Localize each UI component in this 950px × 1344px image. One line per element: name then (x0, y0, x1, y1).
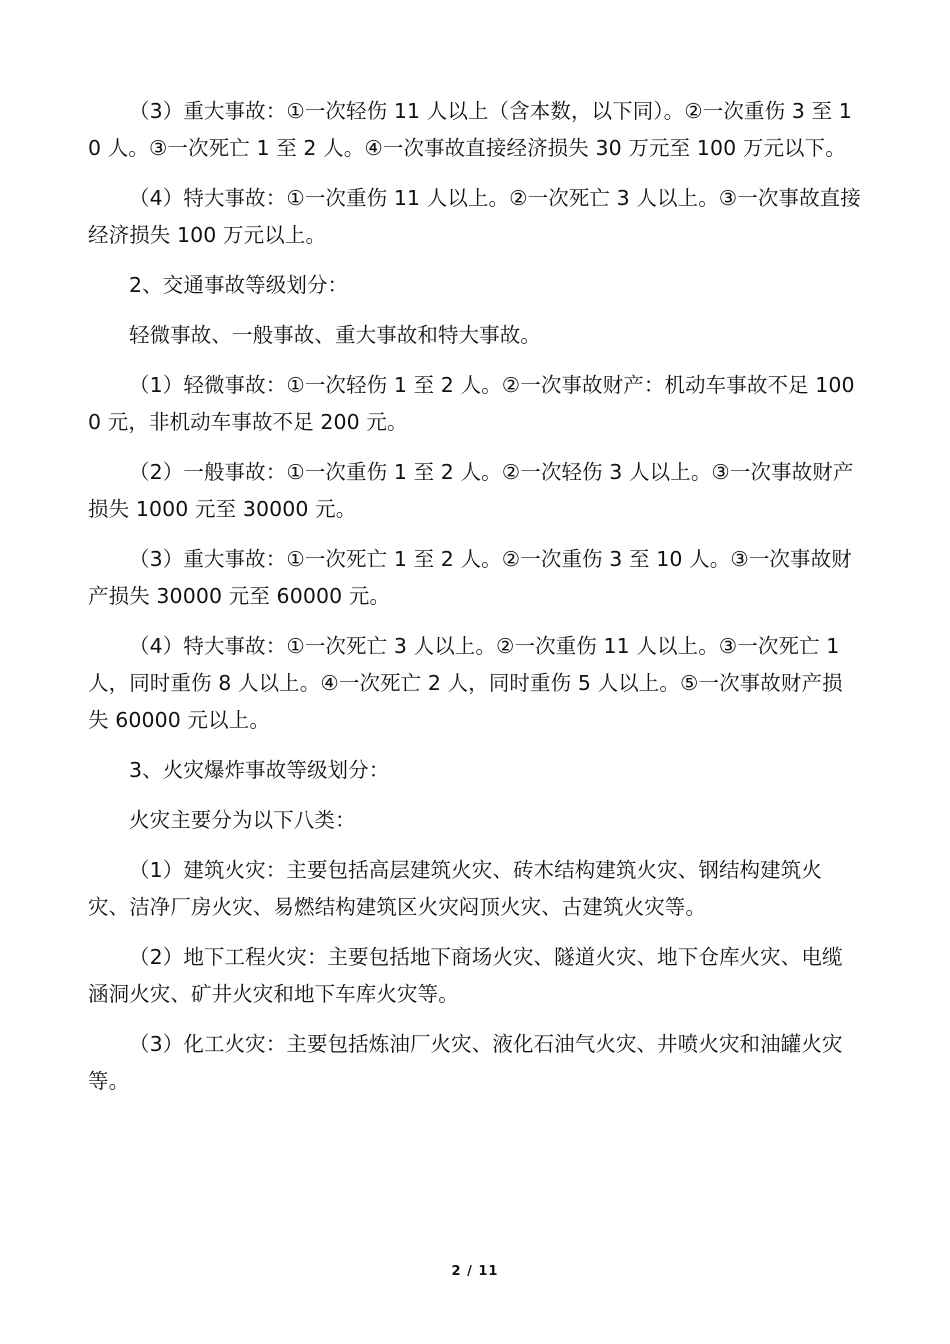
section-heading: 3、火灾爆炸事故等级划分： (129, 758, 390, 782)
paragraph: （4）特大事故：①一次死亡 3 人以上。②一次重伤 11 人以上。③一次死亡 1 人，同时重伤 8 人以上。④一次死亡 2 人，同时重伤 5 人以上。⑤一次事故财产损失 60000 元以上。 (88, 634, 843, 732)
paragraph: （4）特大事故：①一次重伤 11 人以上。②一次死亡 3 人以上。③一次事故直接经济损失 100 万元以上。 (88, 186, 861, 247)
paragraph: （1）建筑火灾：主要包括高层建筑火灾、砖木结构建筑火灾、钢结构建筑火灾、洁净厂房火灾、易燃结构建筑区火灾闷顶火灾、古建筑火灾等。 (88, 858, 822, 919)
document-body (88, 93, 863, 1113)
paragraph: （2）地下工程火灾：主要包括地下商场火灾、隧道火灾、地下仓库火灾、电缆涵洞火灾、矿井火灾和地下车库火灾等。 (88, 945, 843, 1006)
paragraph: 火灾主要分为以下八类： (129, 808, 356, 832)
page-number: 2 / 11 (451, 1264, 499, 1279)
paragraph: （3）重大事故：①一次死亡 1 至 2 人。②一次重伤 3 至 10 人。③一次事故财产损失 30000 元至 60000 元。 (88, 547, 852, 608)
paragraph: 轻微事故、一般事故、重大事故和特大事故。 (129, 323, 541, 347)
paragraph: （1）轻微事故：①一次轻伤 1 至 2 人。②一次事故财产：机动车事故不足 1000 元，非机动车事故不足 200 元。 (88, 373, 855, 434)
section-heading: 2、交通事故等级划分： (129, 273, 349, 297)
paragraph: （2）一般事故：①一次重伤 1 至 2 人。②一次轻伤 3 人以上。③一次事故财产损失 1000 元至 30000 元。 (88, 460, 854, 521)
paragraph: （3）重大事故：①一次轻伤 11 人以上（含本数，以下同）。②一次重伤 3 至 10 人。③一次死亡 1 至 2 人。④一次事故直接经济损失 30 万元至 100 万元以下。 (88, 99, 852, 160)
paragraph: （3）化工火灾：主要包括炼油厂火灾、液化石油气火灾、井喷火灾和油罐火灾等。 (88, 1032, 843, 1093)
